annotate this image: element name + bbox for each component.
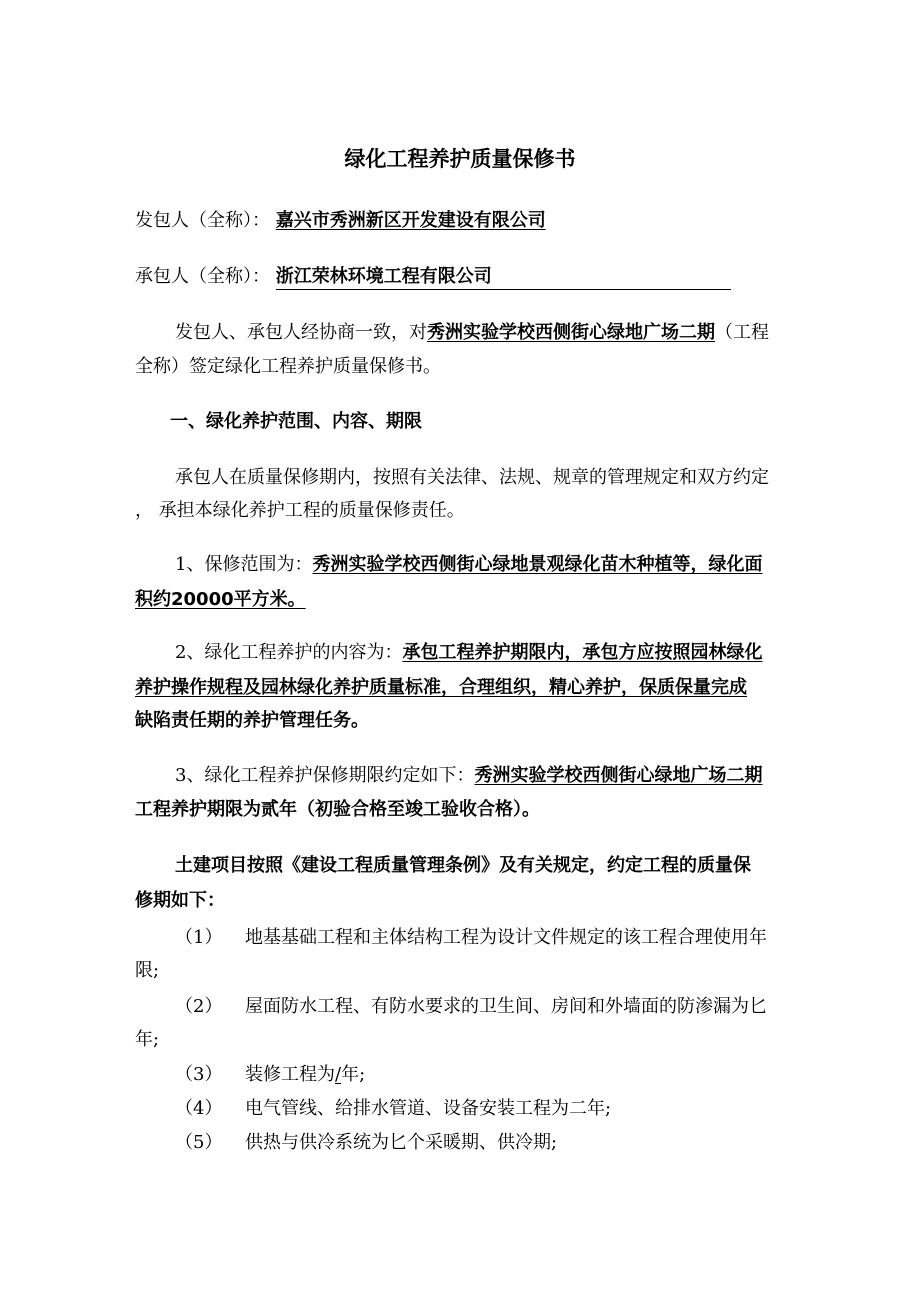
contractor-line [135,265,731,290]
list-item-text: 地基基础工程和主体结构工程为设计文件规定的该工程合理使用年 [245,927,767,948]
contractor-label: 承包人（全称）： [135,266,270,287]
list-item-blank: / [335,1064,342,1085]
list-item-text: 供热与供冷系统为匕个采暖期、供冷期; [245,1132,558,1153]
para1-line-2: ， 承担本绿化养护工程的质量保修责任。 [135,500,465,521]
item1-line-1 [175,553,762,577]
civil-line-1: 土建项目按照《建设工程质量管理条例》及有关规定，约定工程的质量保 [175,855,751,876]
list-item [135,995,767,1019]
item3-prefix: 3、绿化工程养护保修期限约定如下： [175,765,475,786]
list-item [135,1063,365,1087]
section1-heading: 一、绿化养护范围、内容、期限 [170,411,422,432]
issuer-name: 嘉兴市秀洲新区开发建设有限公司 [275,210,546,231]
list-item-text: 屋面防水工程、有防水要求的卫生间、房间和外墙面的防渗漏为匕 [245,996,767,1017]
item1-line-2: 积约20000平方米。 [135,589,306,610]
list-item-number: （2） [175,996,223,1017]
list-item-text: 电气管线、给排水管道、设备安装工程为二年; [245,1098,612,1119]
item3-text-1: 秀洲实验学校西侧街心绿地广场二期 [474,765,763,786]
list-item-number: （3） [175,1064,223,1085]
list-item-text-end: 年; [341,1064,366,1085]
intro-project: 秀洲实验学校西侧街心绿地广场二期 [427,322,715,343]
para1-line-1: 承包人在质量保修期内，按照有关法律、法规、规章的管理规定和双方约定 [175,467,769,488]
item1-text-1: 秀洲实验学校西侧街心绿地景观绿化苗木种植等，绿化面 [312,554,763,575]
item2-line-2: 养护操作规程及园林绿化养护质量标准，合理组织，精心养护，保质保量完成 [135,677,747,698]
issuer-line [135,209,546,233]
list-item [135,1097,611,1121]
list-item-continuation: 年; [135,1029,160,1050]
civil-line-2: 修期如下： [135,890,225,911]
list-item-number: （4） [175,1098,223,1119]
intro-suffix: （工程 [715,322,769,343]
list-item-text: 装修工程为 [245,1064,335,1085]
item3-line-2: 工程养护期限为贰年（初验合格至竣工验收合格）。 [135,799,540,820]
intro-line-1 [175,321,769,345]
list-item [135,926,767,950]
item2-line-1 [175,641,762,665]
item1-prefix: 1、保修范围为： [175,554,313,575]
issuer-label: 发包人（全称）： [135,210,270,231]
contractor-name: 浙江荣林环境工程有限公司 [276,265,731,290]
item2-line-3: 缺陷责任期的养护管理任务。 [135,710,369,731]
list-item-continuation: 限; [135,960,160,981]
document-title: 绿化工程养护质量保修书 [344,147,576,171]
item2-prefix: 2、绿化工程养护的内容为： [175,642,403,663]
list-item-number: （5） [175,1132,223,1153]
intro-line-2: 全称）签定绿化工程养护质量保修书。 [135,356,441,377]
item2-text-1: 承包工程养护期限内，承包方应按照园林绿化 [402,642,763,663]
intro-prefix: 发包人、承包人经协商一致，对 [175,322,427,343]
item3-line-1 [175,764,762,788]
list-item-number: （1） [175,927,223,948]
list-item [135,1131,557,1155]
